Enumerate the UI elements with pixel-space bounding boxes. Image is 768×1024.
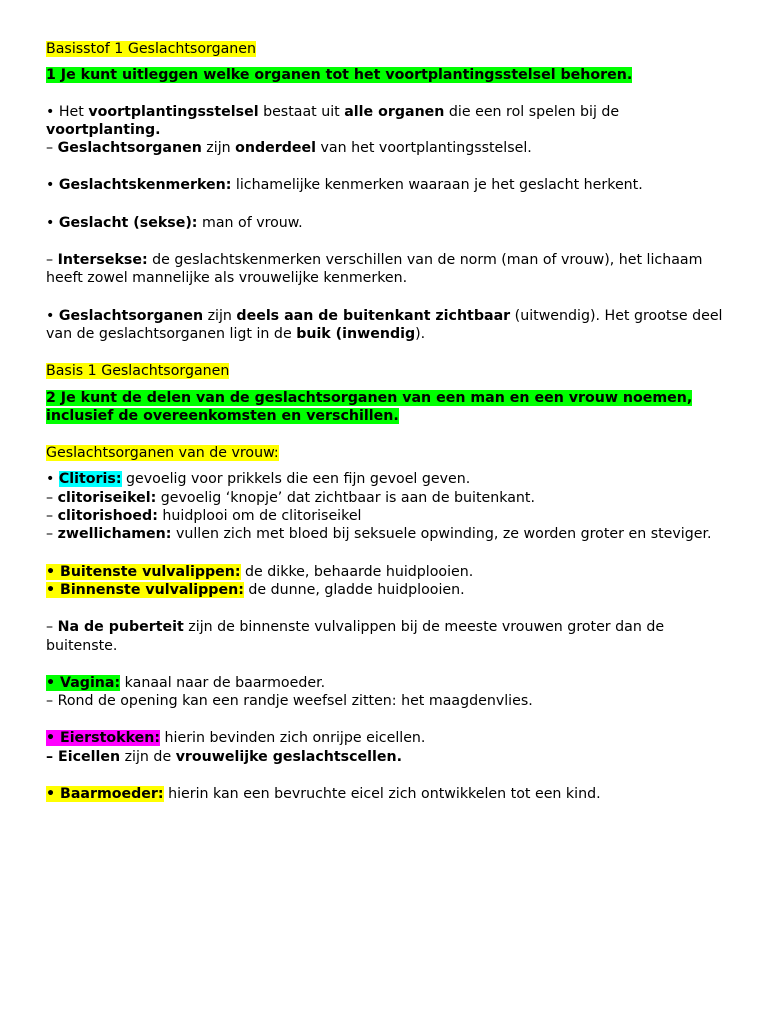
paragraph: • Geslachtsorganen zijn deels aan de buitenkant zichtbaar (uitwendig). Het grootse deel van de geslachtsorganen ligt in de buik (inwendig). <box>46 307 723 342</box>
list-item: • Baarmoeder: hierin kan een bevruchte eicel zich ontwikkelen tot een kind. <box>46 786 601 803</box>
section-heading: Basis 1 Geslachtsorganen <box>46 363 230 380</box>
paragraph: – Na de puberteit zijn de binnenste vulvalippen bij de meeste vrouwen groter dan de buitenste. <box>46 619 665 654</box>
paragraph: – Geslachtsorganen zijn onderdeel van het voortplantingsstelsel. <box>46 140 532 157</box>
learning-goal: 2 Je kunt de delen van de geslachtsorganen van een man en een vrouw noemen, inclusief de overeenkomsten en verschillen. <box>46 389 693 424</box>
document-page <box>46 40 736 803</box>
list-item: • Vagina: kanaal naar de baarmoeder. <box>46 674 326 691</box>
list-item: • Buitenste vulvalippen: de dikke, behaarde huidplooien. <box>46 563 474 580</box>
list-item: • Binnenste vulvalippen: de dunne, gladde huidplooien. <box>46 581 465 598</box>
paragraph: • Geslacht (sekse): man of vrouw. <box>46 214 303 231</box>
list-item: – clitoriseikel: gevoelig ‘knopje’ dat zichtbaar is aan de buitenkant. <box>46 489 535 506</box>
list-item: – clitorishoed: huidplooi om de clitoriseikel <box>46 508 362 525</box>
section-heading: Basisstof 1 Geslachtsorganen <box>46 41 256 57</box>
paragraph: • Geslachtskenmerken: lichamelijke kenmerken waaraan je het geslacht herkent. <box>46 177 643 194</box>
learning-goal: 1 Je kunt uitleggen welke organen tot het voortplantingsstelsel behoren. <box>46 67 633 84</box>
paragraph: – Intersekse: de geslachtskenmerken verschillen van de norm (man of vrouw), het lichaam heeft zowel mannelijke als vrouwelijke kenmerken. <box>46 252 703 287</box>
paragraph: • Het voortplantingsstelsel bestaat uit alle organen die een rol spelen bij de voortplanting. <box>46 103 620 138</box>
list-item: – Rond de opening kan een randje weefsel zitten: het maagdenvlies. <box>46 693 533 710</box>
list-item: – Eicellen zijn de vrouwelijke geslachtscellen. <box>46 748 402 765</box>
list-item: • Clitoris: gevoelig voor prikkels die een fijn gevoel geven. <box>46 471 471 488</box>
list-item: • Eierstokken: hierin bevinden zich onrijpe eicellen. <box>46 730 426 747</box>
subheading: Geslachtsorganen van de vrouw: <box>46 445 279 462</box>
list-item: – zwellichamen: vullen zich met bloed bij seksuele opwinding, ze worden groter en steviger. <box>46 526 712 543</box>
